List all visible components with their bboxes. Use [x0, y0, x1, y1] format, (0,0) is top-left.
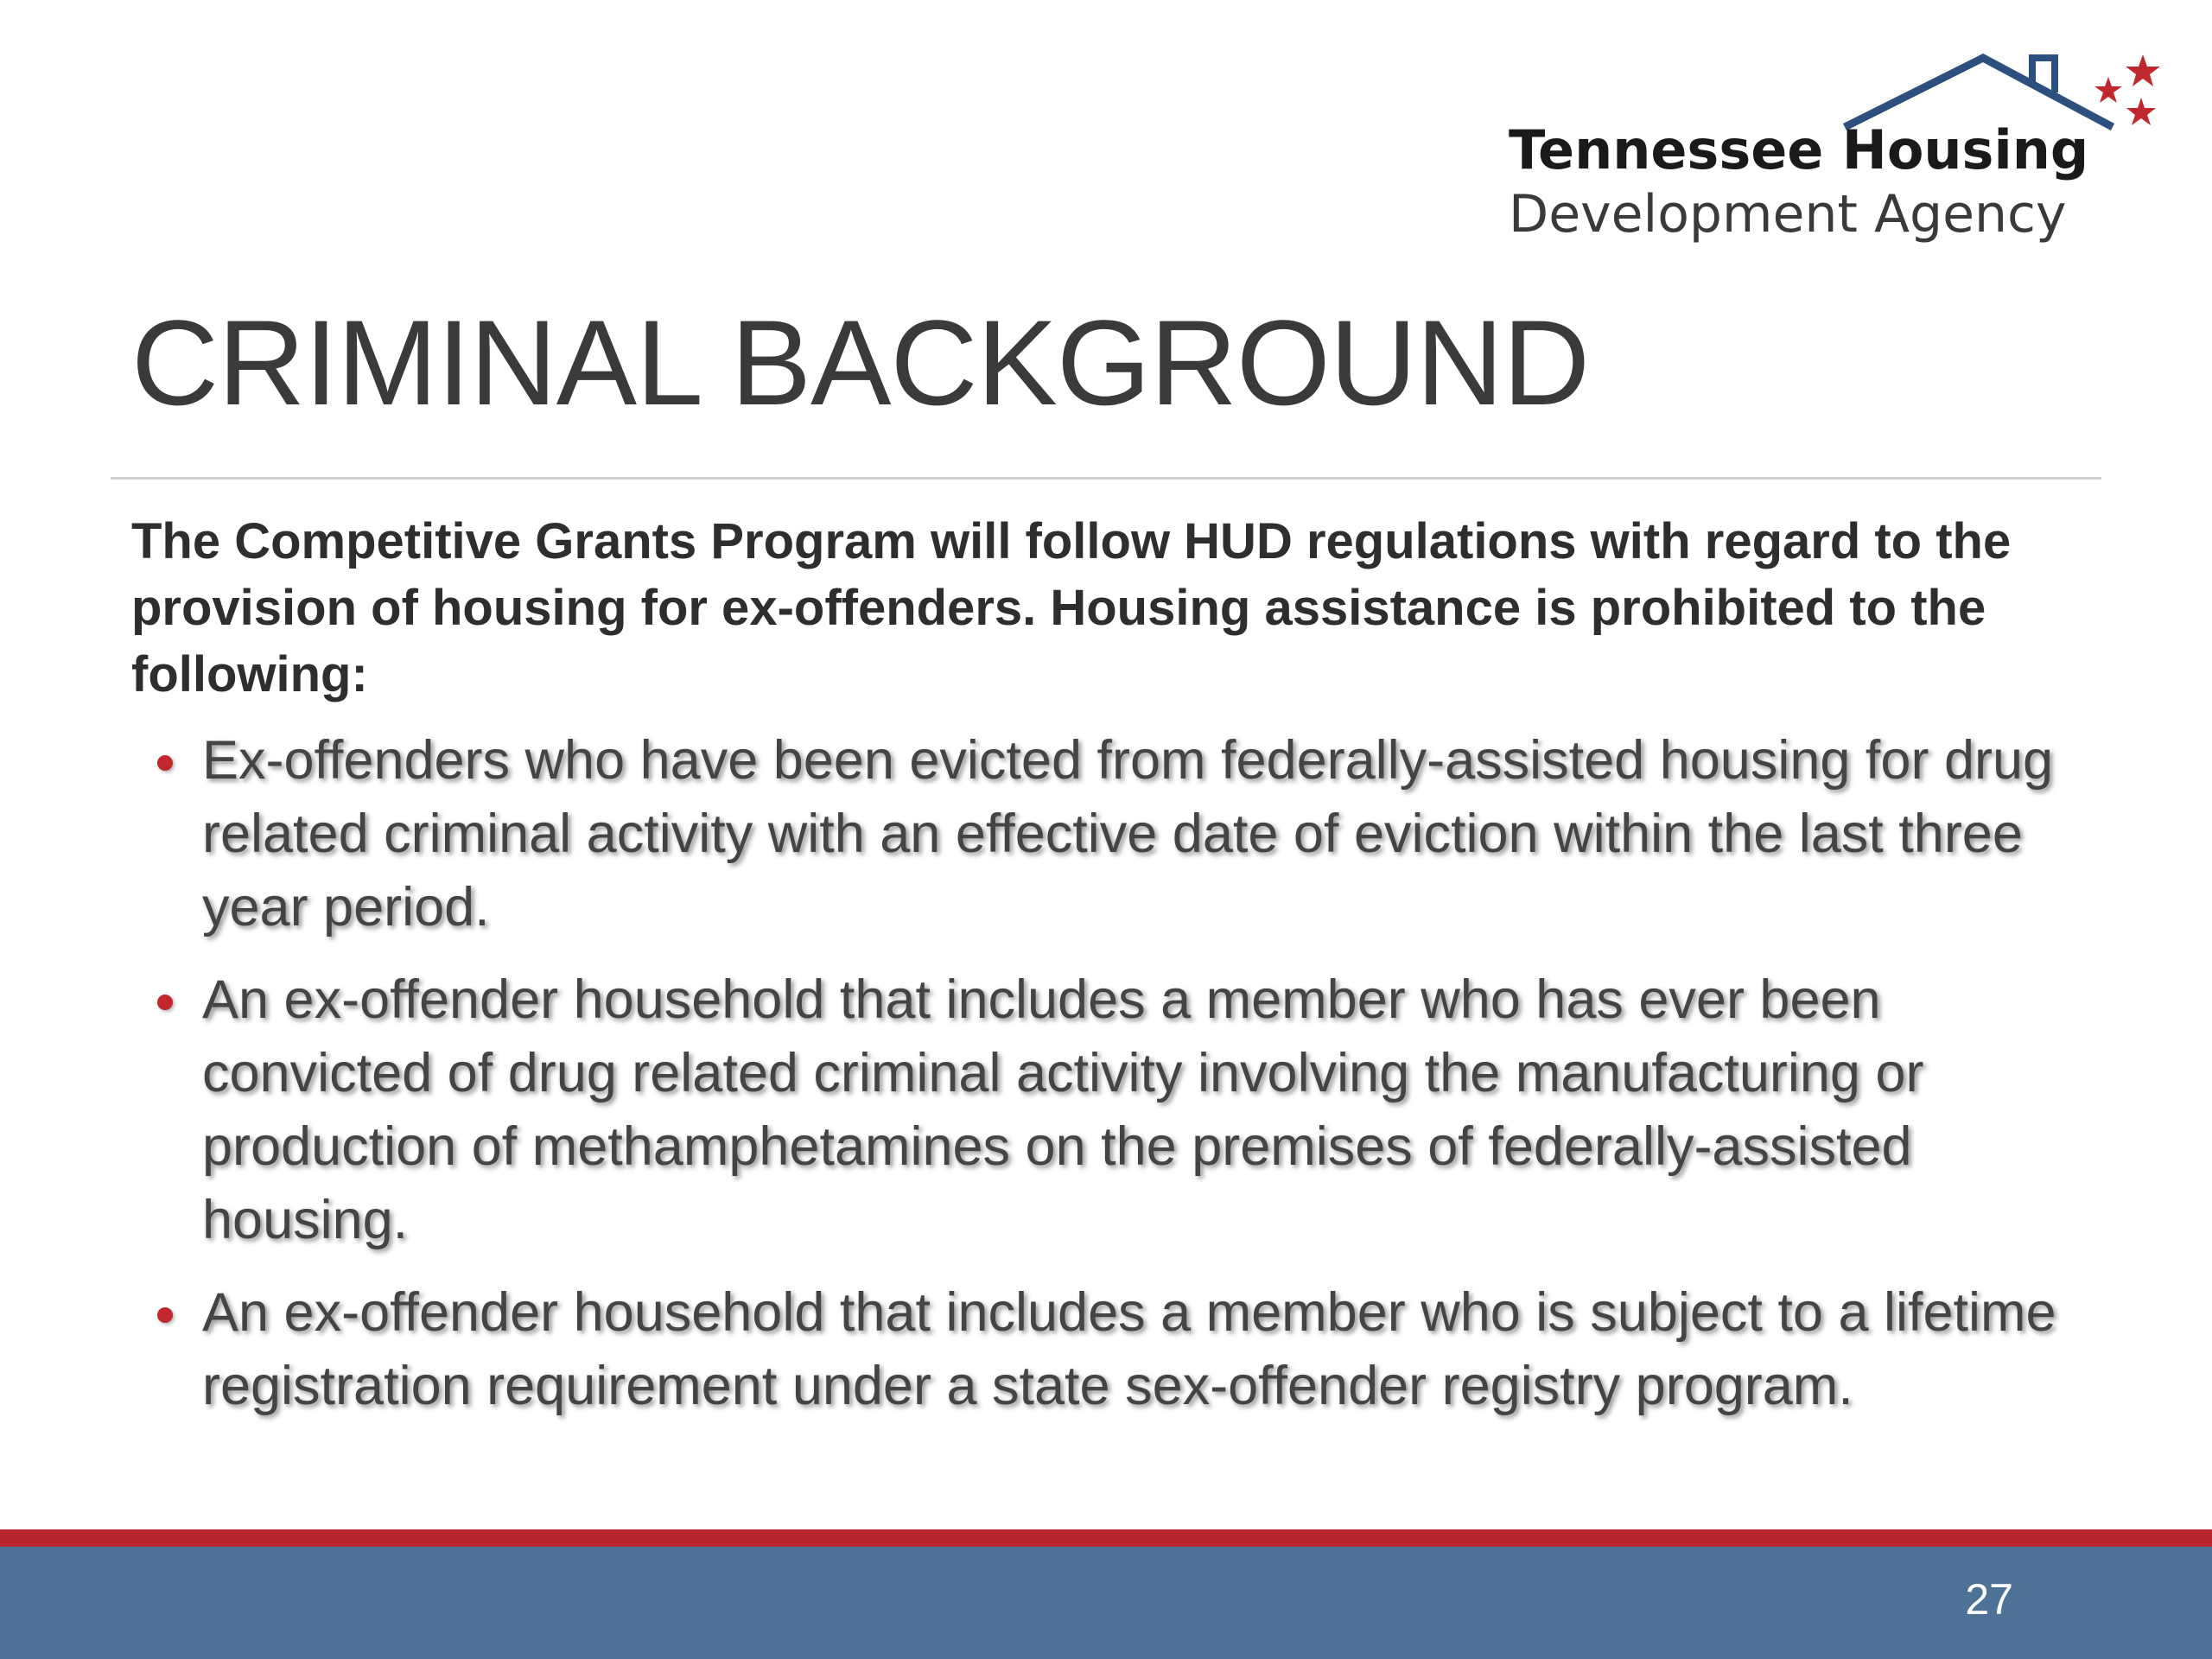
bullet-text: An ex-offender household that includes a member who has ever been convicted of drug related criminal activity involving the manufacturing or production of methamphetamines on the premises of federally-assisted housing. — [202, 969, 1924, 1250]
bullet-dot-icon — [157, 995, 173, 1010]
bullet-item — [156, 963, 2108, 1257]
agency-logo — [1503, 48, 2177, 255]
bullet-item — [156, 724, 2108, 944]
footer-bar — [0, 1547, 2212, 1659]
intro-paragraph: The Competitive Grants Program will follow HUD regulations with regard to the provision of housing for ex-offenders. Housing assistance is prohibited to the following: — [131, 513, 2012, 702]
bullet-dot-icon — [157, 755, 173, 771]
page-number: 27 — [1965, 1575, 2013, 1624]
logo-text-primary: Tennessee Housing — [1509, 118, 2089, 181]
bullet-text: Ex-offenders who have been evicted from federally-assisted housing for drug related criminal activity with an effective date of eviction within the last three year period. — [202, 730, 2054, 938]
stars-icon — [2094, 54, 2160, 125]
bullet-text: An ex-offender household that includes a member who is subject to a lifetime registration requirement under a state sex-offender registry program. — [202, 1282, 2056, 1416]
logo-text-secondary: Development Agency — [1509, 184, 2067, 245]
slide-title: CRIMINAL BACKGROUND — [131, 295, 1590, 430]
footer-accent-bar — [0, 1529, 2212, 1547]
bullet-item — [156, 1276, 2108, 1423]
bullet-dot-icon — [157, 1307, 173, 1323]
bullet-list — [156, 724, 2108, 1442]
title-divider — [111, 477, 2101, 480]
